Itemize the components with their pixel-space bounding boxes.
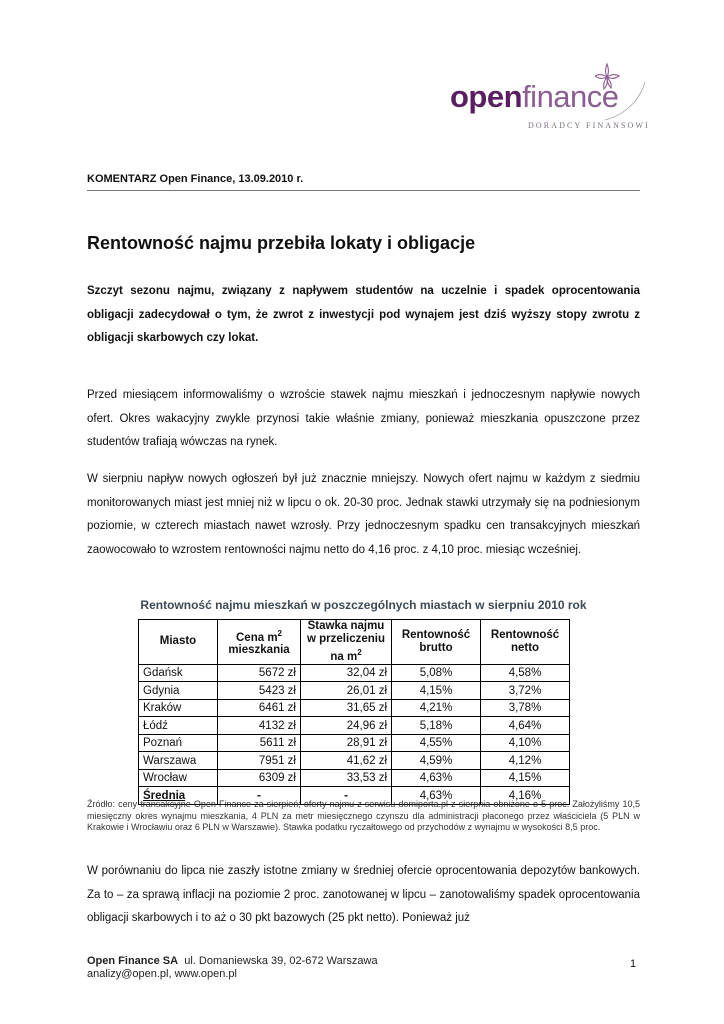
cell-average-net: 4,16% [481, 787, 570, 805]
table-row [139, 769, 570, 787]
cell-price: 5423 zł [218, 682, 301, 700]
cell-net: 3,72% [481, 682, 570, 700]
cell-gross: 4,21% [392, 699, 481, 717]
header-price: Cena $m^2$ mieszkania [218, 620, 301, 665]
cell-average-rent: - [301, 787, 392, 805]
table-row [139, 664, 570, 682]
cell-rent: 28,91 zł [301, 734, 392, 752]
cell-gross: 4,55% [392, 734, 481, 752]
cell-rent: 33,53 zł [301, 769, 392, 787]
cell-price: 6461 zł [218, 699, 301, 717]
page-title: Rentowność najmu przebiła lokaty i obligacje [87, 233, 476, 253]
header-rent: Stawka najmu w przeliczeniu na $m^2$ [301, 620, 392, 665]
cell-rent: 24,96 zł [301, 717, 392, 735]
cell-gross: 4,59% [392, 752, 481, 770]
cell-price: 6309 zł [218, 769, 301, 787]
cell-rent: 41,62 zł [301, 752, 392, 770]
body-paragraph-1: Przed miesiącem informowaliśmy o wzroście stawek najmu mieszkań i jednoczesnym napływie nowych ofert. Okres wakacyjny zwykle przynosi takie właśnie zmiany, ponieważ mieszkania opuszczone przez studentów trafiają wówczas na rynek. [87, 389, 640, 448]
cell-net: 4,10% [481, 734, 570, 752]
header-city: Miasto [139, 620, 218, 665]
cell-price: 5672 zł [218, 664, 301, 682]
logo-open-text: open [450, 79, 523, 114]
cell-average-gross: 4,63% [392, 787, 481, 805]
cell-average-label: Średnia [139, 787, 218, 805]
cell-net: 4,12% [481, 752, 570, 770]
footer [87, 955, 378, 981]
cell-net: 4,15% [481, 769, 570, 787]
lead-paragraph: Szczyt sezonu najmu, związany z napływem studentów na uczelnie i spadek oprocentowania obligacji zadecydował o tym, że zwrot z inwestycji pod wynajem jest dziś wyższy stopy zwrotu z obligacji skarbowych czy lokat. [87, 285, 640, 344]
cell-city: Kraków [139, 699, 218, 717]
cell-gross: 5,18% [392, 717, 481, 735]
table-row [139, 699, 570, 717]
table-header-row [139, 620, 570, 665]
footer-company: Open Finance SA [87, 955, 179, 967]
cell-rent: 26,01 zł [301, 682, 392, 700]
rental-yield-table [138, 619, 570, 805]
comment-header: KOMENTARZ Open Finance, 13.09.2010 r. [87, 173, 304, 185]
cell-price: 7951 zł [218, 752, 301, 770]
cell-city: Wrocław [139, 769, 218, 787]
footer-address: ul. Domaniewska 39, 02-672 Warszawa [184, 955, 378, 967]
cell-average-price: - [218, 787, 301, 805]
cell-price: 4132 zł [218, 717, 301, 735]
header-gross: Rentowność brutto [392, 620, 481, 665]
cell-price: 5611 zł [218, 734, 301, 752]
cell-city: Gdańsk [139, 664, 218, 682]
cell-rent: 32,04 zł [301, 664, 392, 682]
footer-contact: analizy@open.pl, www.open.pl [87, 968, 237, 980]
cell-gross: 4,63% [392, 769, 481, 787]
table-row [139, 752, 570, 770]
table-row [139, 734, 570, 752]
cell-rent: 31,65 zł [301, 699, 392, 717]
open-finance-logo [450, 60, 650, 140]
header-divider [87, 190, 640, 191]
cell-net: 4,64% [481, 717, 570, 735]
logo-finance-text: finance [522, 79, 619, 114]
cell-city: Gdynia [139, 682, 218, 700]
cell-city: Łódź [139, 717, 218, 735]
cell-gross: 5,08% [392, 664, 481, 682]
cell-city: Warszawa [139, 752, 218, 770]
table-row [139, 717, 570, 735]
cell-city: Poznań [139, 734, 218, 752]
body-paragraph-3: W porównaniu do lipca nie zaszły istotne zmiany w średniej ofercie oprocentowania depozytów bankowych. Za to – za sprawą inflacji na poziomie 2 proc. zanotowanej w lipcu – zanotowaliśmy spadek oprocentowania obligacji skarbowych i to aż o 30 pkt bazowych (25 pkt netto). Ponieważ już [87, 865, 640, 924]
page-number: 1 [630, 958, 637, 970]
table-source-note: Źródło: ceny transakcyjne Open Finance za sierpień; oferty najmu z serwisu domiporta.pl z sierpnia obniżone o 5 proc. Założyliśmy 10,5 miesięczny okres wynajmu mieszkania, 4 PLN za metr miesięcznego czynszu dla administracji płaconego przez właściciela (5 PLN w Krakowie i Wrocławiu oraz 6 PLN w Warszawie). Stawka podatku ryczałtowego od przychodów z wynajmu w wysokości 8,5 proc. [87, 799, 640, 832]
logo-subtitle: DORADCY FINANSOWI [528, 121, 650, 130]
cell-net: 3,78% [481, 699, 570, 717]
table-row [139, 682, 570, 700]
cell-gross: 4,15% [392, 682, 481, 700]
body-paragraph-2: W sierpniu napływ nowych ogłoszeń był już znacznie mniejszy. Nowych ofert najmu w każdym z siedmiu monitorowanych miast jest mniej niż w lipcu o ok. 20-30 proc. Jednak stawki utrzymały się na podniesionym poziomie, w czterech miastach nawet wzrosły. Przy jednoczesnym spadku cen transakcyjnych mieszkań zaowocowało to wzrostem rentowności najmu netto do 4,16 proc. z 4,10 proc. miesiąc wcześniej. [87, 473, 640, 556]
header-net: Rentowność netto [481, 620, 570, 665]
cell-net: 4,58% [481, 664, 570, 682]
table-caption: Rentowność najmu mieszkań w poszczególnych miastach w sierpniu 2010 rok [140, 598, 587, 612]
